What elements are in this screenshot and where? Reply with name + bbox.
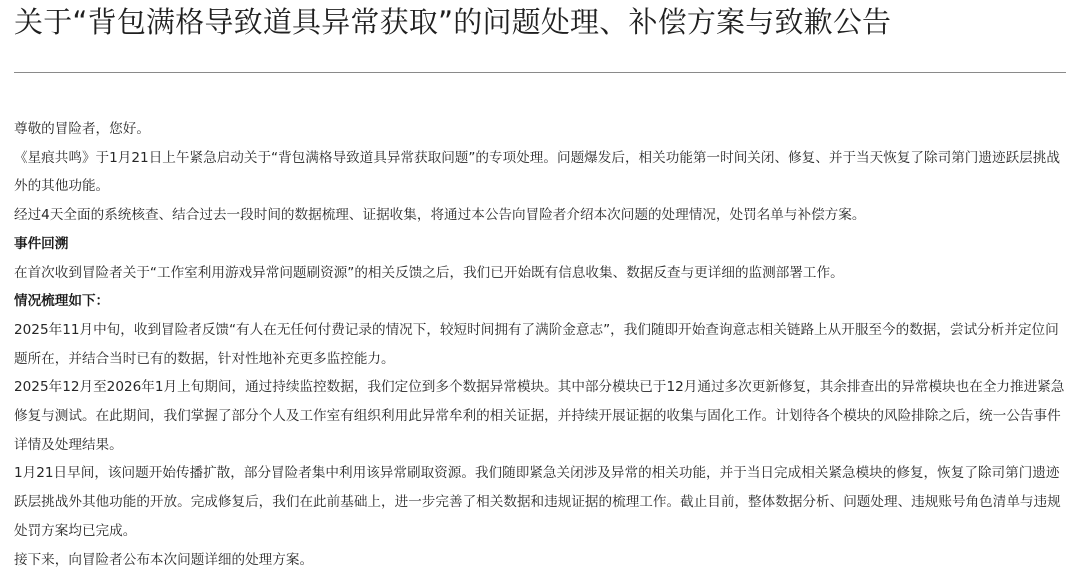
timeline-paragraph-november: 2025年11月中旬，收到冒险者反馈“有人在无任何付费记录的情况下，较短时间拥有了满阶金意志”，我们随即开始查询意志相关链路上从开服至今的数据，尝试分析并定位问题所在，并结合当时已有的数据，针对性地补充更多监控能力。 bbox=[14, 321, 1059, 367]
review-paragraph: 在首次收到冒险者关于“工作室利用游戏异常问题刷资源”的相关反馈之后，我们已开始既有信息收集、数据反查与更详细的监测部署工作。 bbox=[14, 264, 844, 281]
page-title: 关于“背包满格导致道具异常获取”的问题处理、补偿方案与致歉公告 bbox=[14, 5, 892, 39]
intro-paragraph: 《星痕共鸣》于1月21日上午紧急启动关于“背包满格导致道具异常获取问题”的专项处理。问题爆发后，相关功能第一时间关闭、修复、并于当天恢复了除司第门遗迹跃层挑战外的其他功能。 bbox=[14, 149, 1060, 195]
timeline-paragraph-january: 1月21日早间，该问题开始传播扩散，部分冒险者集中利用该异常刷取资源。我们随即紧急关闭涉及异常的相关功能，并于当日完成相关紧急模块的修复，恢复了除司第门遗迹跃层挑战外其他功能的开放。完成修复后，我们在此前基础上，进一步完善了相关数据和违规证据的梳理工作。截止目前，整体数据分析、问题处理、违规账号角色清单与违规处罚方案均已完成。 bbox=[14, 465, 1061, 539]
section-heading-detail: 情况梳理如下： bbox=[14, 293, 110, 310]
greeting-paragraph: 尊敬的冒险者，您好。 bbox=[14, 121, 150, 137]
summary-paragraph: 经过4天全面的系统核查、结合过去一段时间的数据梳理、证据收集，将通过本公告向冒险者介绍本次问题的处理情况，处罚名单与补偿方案。 bbox=[14, 207, 866, 224]
timeline-paragraph-december: 2025年12月至2026年1月上旬期间，通过持续监控数据，我们定位到多个数据异常模块。其中部分模块已于12月通过多次更新修复，其余排查出的异常模块也在全力推进紧急修复与测试。在此期间，我们掌握了部分个人及工作室有组织利用此异常牟利的相关证据，并持续开展证据的收集与固化工作。计划待各个模块的风险排除之后，统一公告事件详情及处理结果。 bbox=[14, 379, 1065, 453]
section-heading-review: 事件回溯 bbox=[14, 235, 69, 252]
article-body bbox=[14, 115, 1066, 574]
title-divider bbox=[14, 72, 1066, 73]
closing-paragraph: 接下来，向冒险者公布本次问题详细的处理方案。 bbox=[14, 551, 314, 568]
